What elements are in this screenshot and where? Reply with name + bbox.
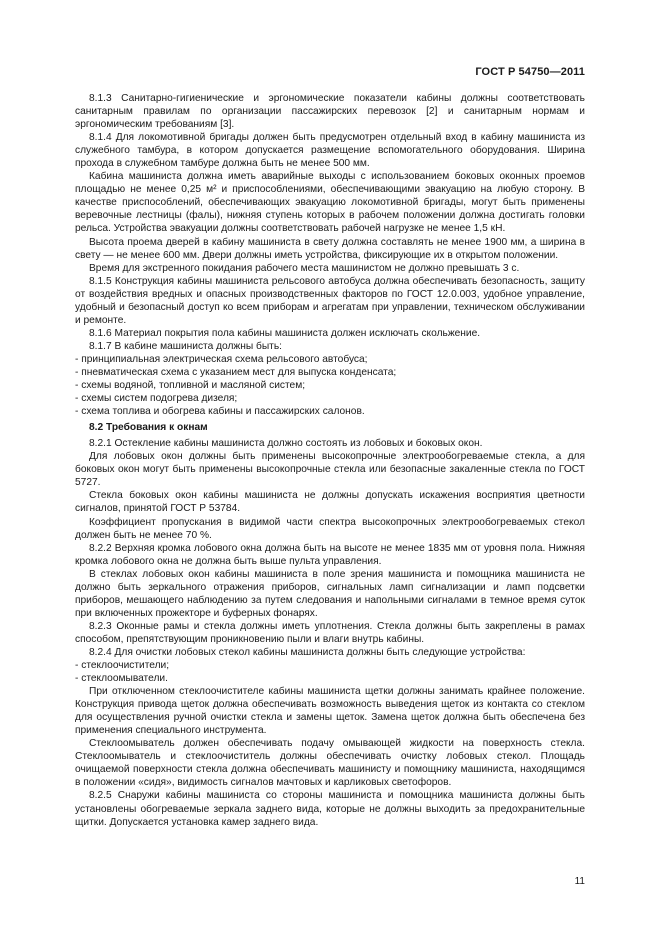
document-body	[75, 92, 585, 829]
list-item: - принципиальная электрическая схема рельсового автобуса;	[75, 353, 368, 365]
paragraph: Стеклоомыватель должен обеспечивать подачу омывающей жидкости на поверхность стекла. Стеклоомыватель и стеклоочиститель должны обеспечивать очистку лобовых стекол. Площадь очищаемой поверхности стекла должна обеспечивать машинисту и помощнику машиниста, находящимся в положении «сидя», видимость сигналов мачтовых и карликовых светофоров.	[75, 738, 585, 789]
paragraph: В стеклах лобовых окон кабины машиниста в поле зрения машиниста и помощника машиниста не должно быть зеркального отражения приборов, сигнальных ламп сигнализации и ламп подсветки приборов, мешающего наблюдению за путем следования и напольными сигналами в темное время суток при включенных прожекторе и буферных фонарях.	[75, 568, 585, 619]
paragraph: Для лобовых окон должны быть применены высокопрочные электрообогреваемые стекла, а для боковых окон могут быть применены высокопрочные стекла или безопасные закаленные стекла по ГОСТ 5727.	[75, 451, 585, 489]
document-page	[75, 0, 585, 936]
list-item: - стеклоомыватели.	[75, 673, 168, 685]
list-item: - схемы водяной, топливной и масляной систем;	[75, 380, 306, 392]
paragraph: 8.1.5 Конструкция кабины машиниста рельсового автобуса должна обеспечивать безопасность, защиту от воздействия вредных и опасных производственных факторов по ГОСТ 12.0.003, удобное управление, удобный и безопасный доступ ко всем приборам и агрегатам при управлении, техническом обслуживании и ремонте.	[75, 275, 585, 326]
paragraph: Стекла боковых окон кабины машиниста не должны допускать искажения восприятия цветности сигналов, принятой ГОСТ Р 53784.	[75, 490, 585, 515]
list-item: - схема топлива и обогрева кабины и пассажирских салонов.	[75, 406, 365, 418]
standard-header: ГОСТ Р 54750—2011	[475, 66, 585, 78]
paragraph: При отключенном стеклоочистителе кабины машиниста щетки должны занимать крайнее положение. Конструкция привода щеток должна обеспечивать возможность выведения щеток из контакта со стеклом для осуществления ручной очистки стекла и замены щеток. Замена щеток должна быть обеспечена без применения специального инструмента.	[75, 686, 585, 737]
paragraph: 8.1.3 Санитарно-гигиенические и эргономические показатели кабины должны соответствовать санитарным правилам по организации пассажирских перевозок [2] и санитарным нормам и эргономическим требованиям [3].	[75, 93, 585, 131]
paragraph: 8.2.2 Верхняя кромка лобового окна должна быть на высоте не менее 1835 мм от уровня пола. Нижняя кромка лобового окна не должна быть выше пульта управления.	[75, 542, 585, 567]
paragraph: 8.2.1 Остекление кабины машиниста должно состоять из лобовых и боковых окон.	[89, 438, 483, 450]
list-item: - схемы систем подогрева дизеля;	[75, 393, 238, 405]
page-number: 11	[574, 876, 585, 887]
paragraph: 8.2.3 Оконные рамы и стекла должны иметь уплотнения. Стекла должны быть закреплены в рамах способом, препятствующим проникновению пыли и влаги внутрь кабины.	[75, 620, 585, 645]
list-item: - пневматическая схема с указанием мест для выпуска конденсата;	[75, 366, 397, 378]
paragraph: Коэффициент пропускания в видимой части спектра высокопрочных электрообогреваемых стекол должен быть не менее 70 %.	[75, 516, 585, 541]
paragraph: Кабина машиниста должна иметь аварийные выходы с использованием боковых оконных проемов площадью не менее 0,25 м² и приспособлениями, обеспечивающими эвакуацию на любую сторону. В качестве приспособлений, обеспечивающих эвакуацию локомотивной бригады, могут быть применены веревочные лестницы (фалы), нижняя ступень которых в рабочем положении должна достигать головки рельса. Устройства эвакуации должны соответствовать рабочей нагрузке не менее 1,5 кН.	[75, 171, 585, 235]
paragraph: Высота проема дверей в кабину машиниста в свету должна составлять не менее 1900 мм, а ширина в свету — не менее 600 мм. Двери должны иметь устройства, фиксирующие их в открытом положении.	[75, 236, 585, 261]
paragraph: 8.2.5 Снаружи кабины машиниста со стороны машиниста и помощника машиниста должны быть установлены обогреваемые зеркала заднего вида, которые не должны выходить за предохранительные щитки. Допускается установка камер заднего вида.	[75, 790, 585, 828]
paragraph: 8.1.4 Для локомотивной бригады должен быть предусмотрен отдельный вход в кабину машиниста из служебного тамбура, в котором допускается размещение вспомогательного оборудования. Ширина прохода в служебном тамбуре должна быть не менее 500 мм.	[75, 132, 585, 170]
paragraph: 8.1.6 Материал покрытия пола кабины машиниста должен исключать скольжение.	[89, 327, 481, 339]
list-item: - стеклоочистители;	[75, 660, 170, 672]
paragraph: 8.1.7 В кабине машиниста должны быть:	[89, 340, 282, 352]
paragraph: Время для экстренного покидания рабочего места машинистом не должно превышать 3 с.	[89, 262, 520, 274]
paragraph: 8.2.4 Для очистки лобовых стекол кабины машиниста должны быть следующие устройства:	[89, 646, 526, 658]
section-heading: 8.2 Требования к окнам	[89, 422, 208, 434]
